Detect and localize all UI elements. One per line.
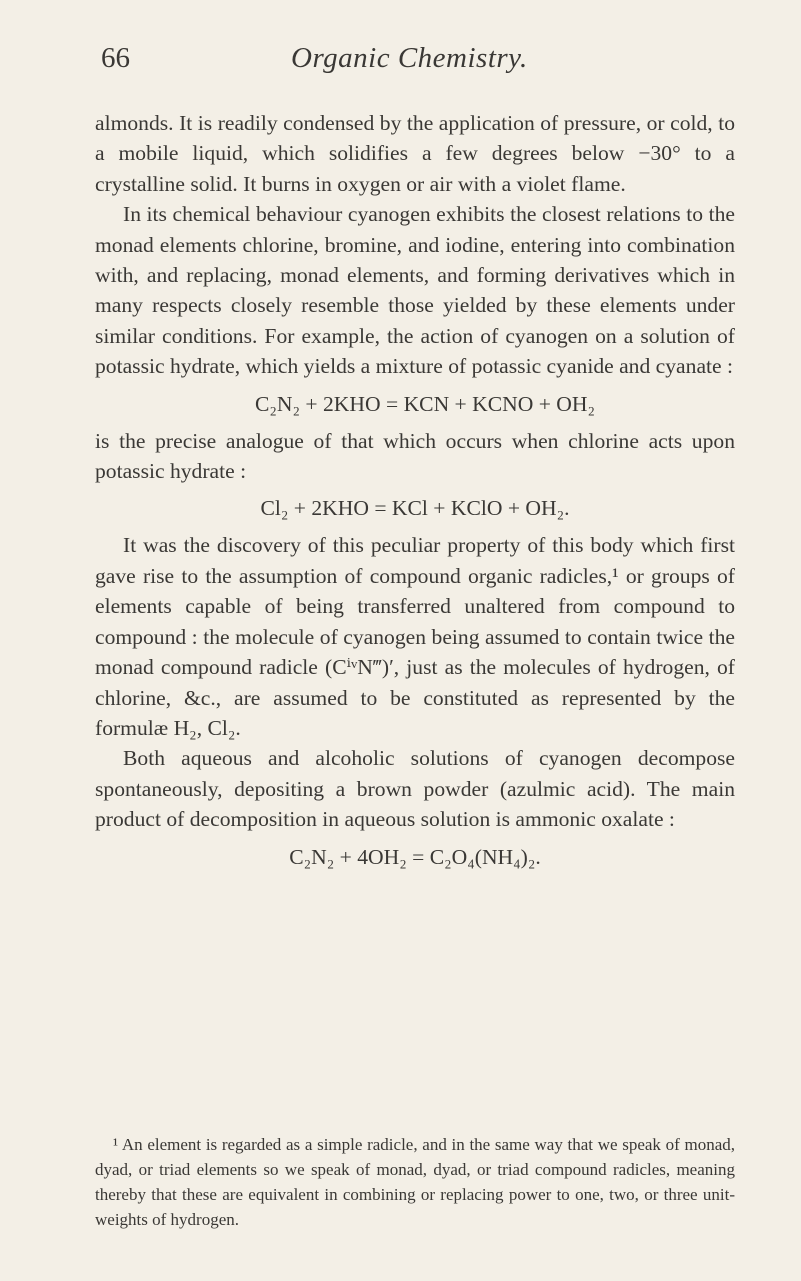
body-text <box>95 108 735 879</box>
page-number: 66 <box>101 42 130 74</box>
page-header <box>0 42 801 82</box>
running-title: Organic Chemistry. <box>291 42 528 74</box>
paragraph-4: It was the discovery of this peculiar property of this body which first gave rise to the assumption of compound organic radicles,¹ or groups of elements capable of being transferred unaltered from compound to compound : the molecule of cyanogen being assumed to contain twice the monad compound radicle (CⁱᵛN‴)′, just as the molecules of hydrogen, of chlorine, &c., are assumed to be constituted as represented by the formulæ H₂, Cl₂. <box>95 533 735 740</box>
paragraph-2: In its chemical behaviour cyanogen exhibits the closest relations to the monad elements chlorine, bromine, and iodine, entering into combination with, and replacing, monad elements, and forming derivatives which in many respects closely resemble those yielded by these elements under similar conditions. For example, the action of cyanogen on a solution of potassic hydrate, which yields a mixture of potassic cyanide and cyanate : <box>95 202 735 379</box>
paragraph-1: almonds. It is readily condensed by the application of pressure, or cold, to a mobile liquid, which solidifies a few degrees below −30° to a crystalline solid. It burns in oxygen or air with a violet flame. <box>95 111 735 196</box>
equation-ammonic-oxalate: C₂N₂ + 4OH₂ = C₂O₄(NH₄)₂. <box>289 844 541 869</box>
paragraph-5: Both aqueous and alcoholic solutions of cyanogen decompose spontaneously, depositing a brown powder (azulmic acid). The main product of decomposition in aqueous solution is ammonic oxalate : <box>95 746 735 832</box>
footnote-1: ¹ An element is regarded as a simple radicle, and in the same way that we speak of monad, dyad, or triad elements so we speak of monad, dyad, or triad compound radicles, meaning thereby that these are equivalent in combining or replacing power to one, two, or three unit-weights of hydrogen. <box>95 1135 735 1229</box>
paragraph-3: is the precise analogue of that which occurs when chlorine acts upon potassic hydrate : <box>95 428 735 484</box>
footnote-section <box>95 1132 735 1232</box>
equation-chlorine-hydrate: Cl₂ + 2KHO = KCl + KClO + OH₂. <box>260 496 570 521</box>
equation-cyanogen-hydrate: C₂N₂ + 2KHO = KCN + KCNO + OH₂ <box>254 391 596 416</box>
